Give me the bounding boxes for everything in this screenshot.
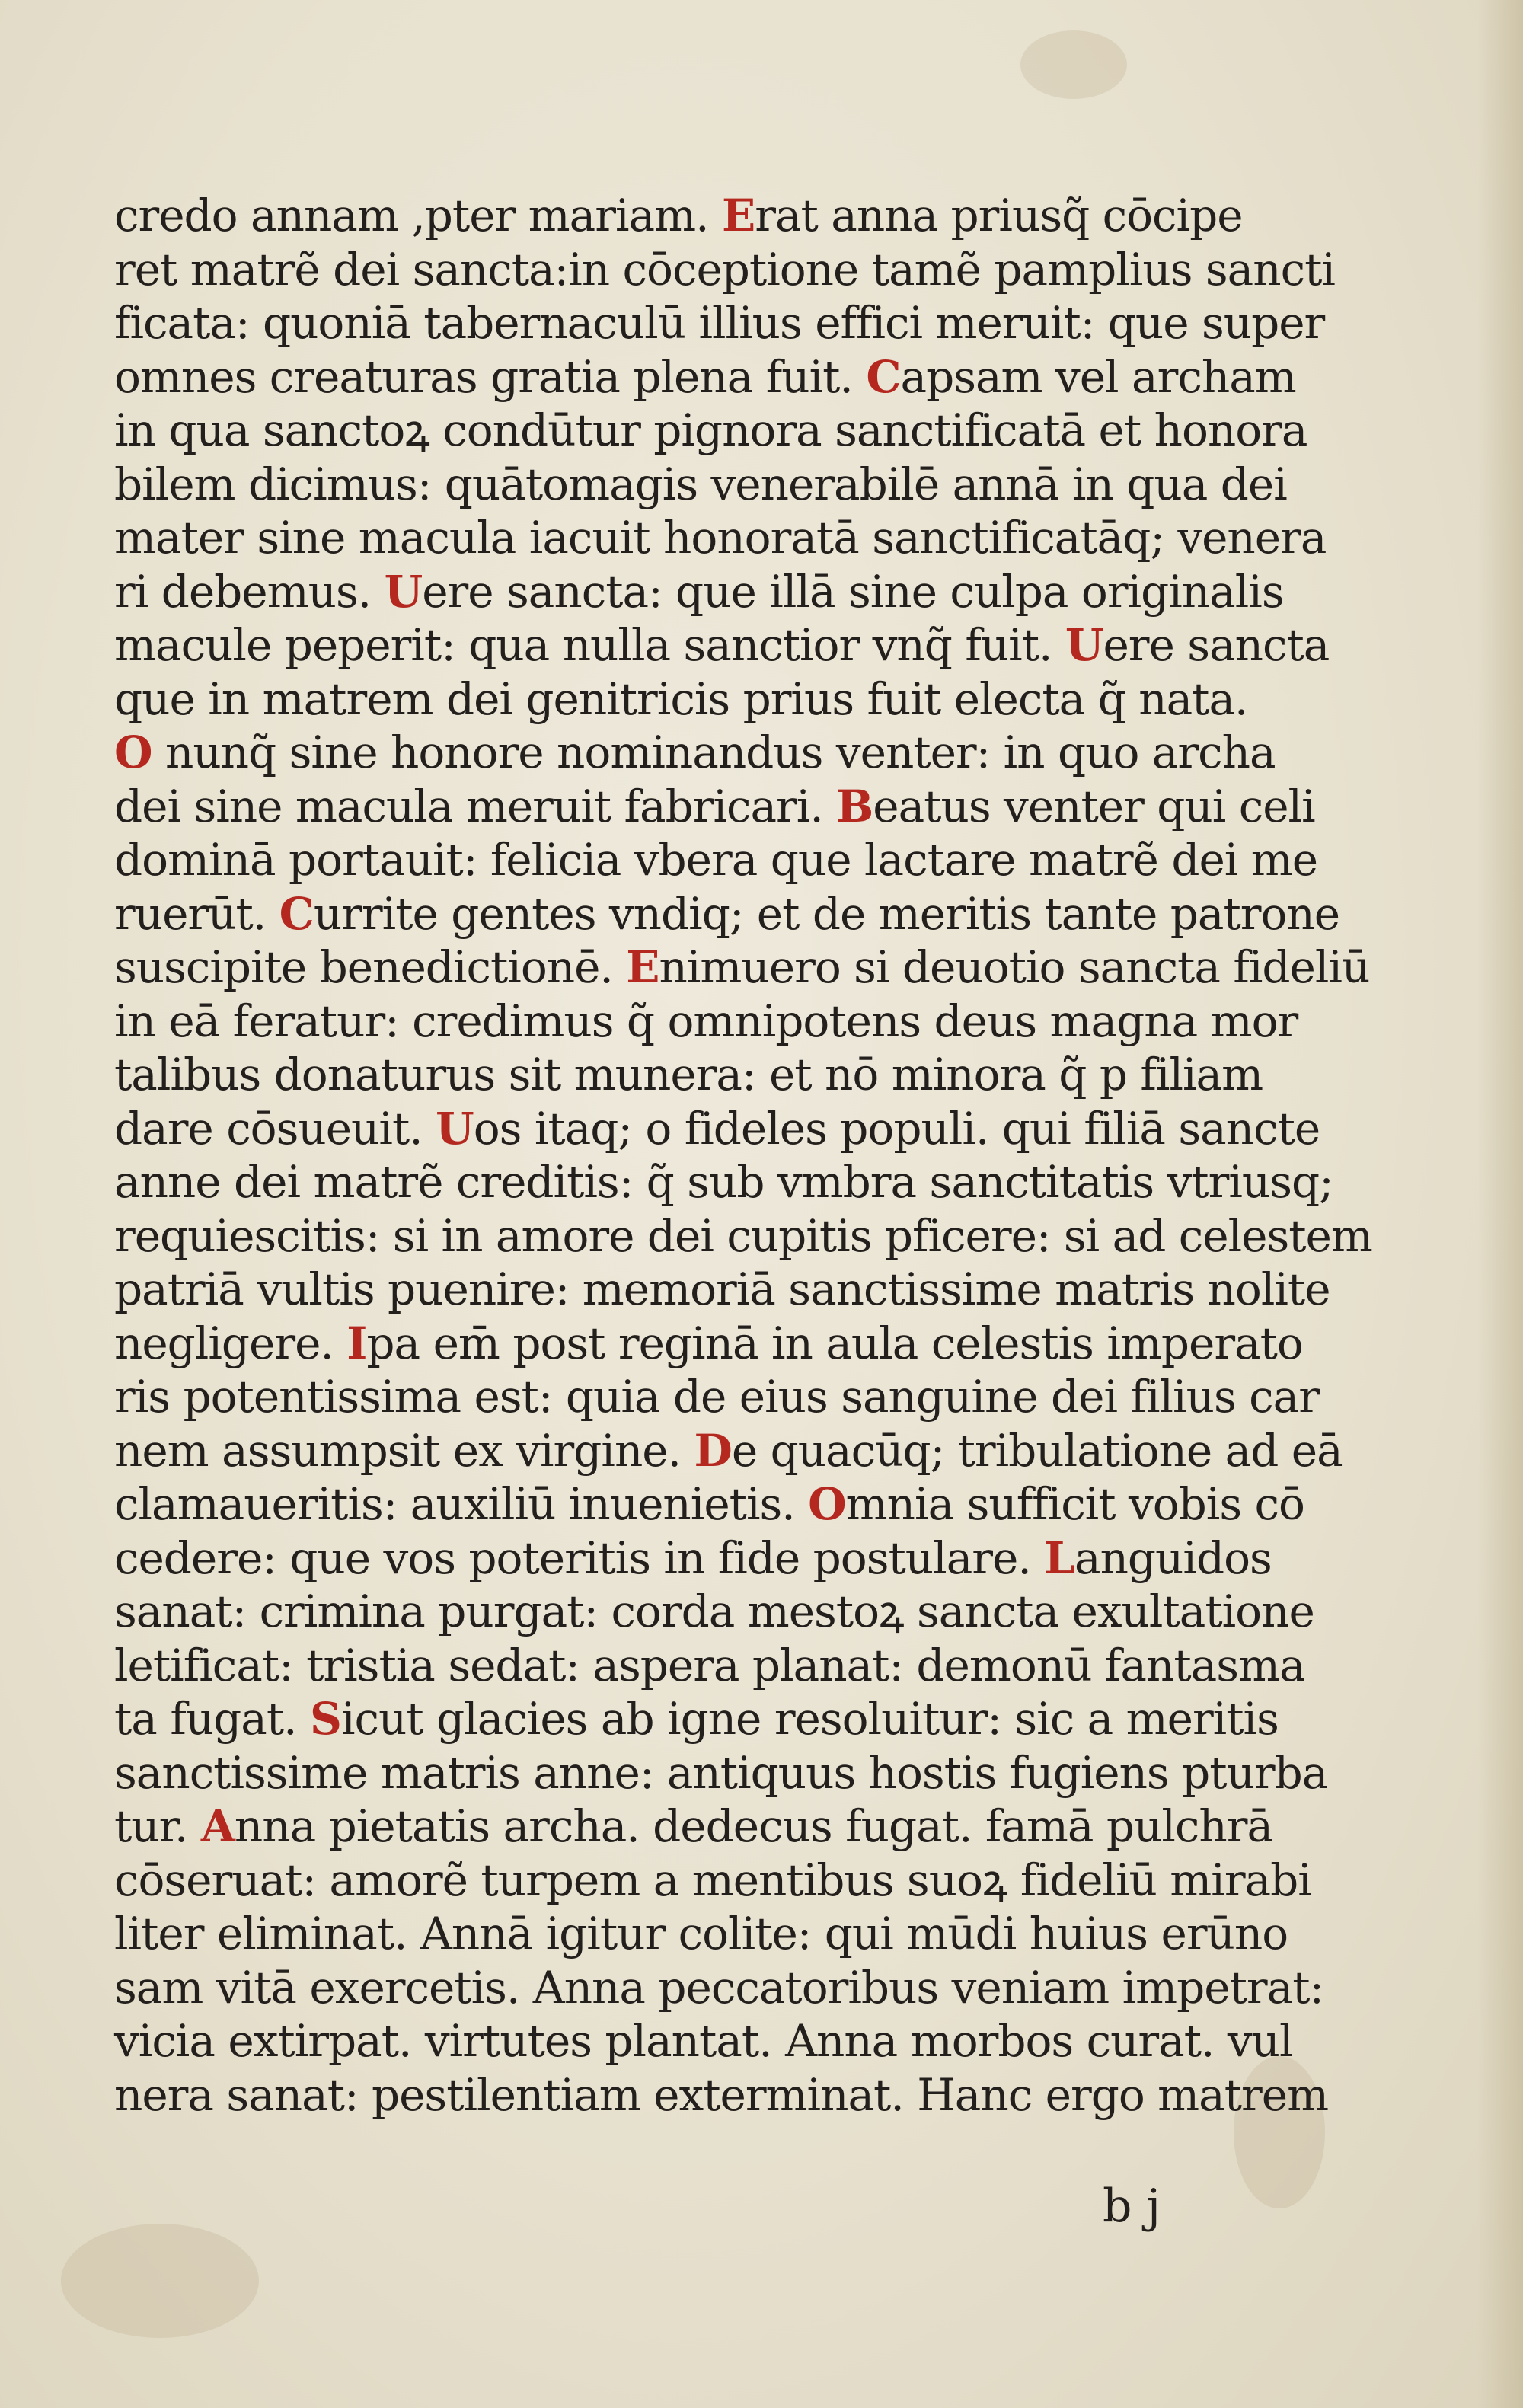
text-run: ruerūt. xyxy=(114,887,279,940)
text-line xyxy=(114,511,1327,565)
text-line xyxy=(114,1907,1288,1961)
text-run: credo annam ,pter mariam. xyxy=(114,190,722,241)
rubricated-initial: U xyxy=(1065,619,1103,671)
text-run: ere sancta xyxy=(1103,619,1330,671)
text-run: urrite gentes vndiq; et de meritis tante patrone xyxy=(313,887,1340,940)
text-run: ris potentissima est: quia de eius sanguine dei filius car xyxy=(114,1371,1319,1423)
text-run: nem assumpsit ex virgine. xyxy=(114,1424,694,1477)
text-line xyxy=(114,941,1370,995)
text-run: eatus venter qui celi xyxy=(873,780,1315,832)
text-run: nimuero si deuotio sancta fideliū xyxy=(659,941,1370,993)
text-line xyxy=(114,1531,1272,1586)
text-run: dare cōsueuit. xyxy=(114,1102,436,1154)
text-run: macule peperit: qua nulla sanctior vnq̃ fuit. xyxy=(114,619,1065,671)
rubricated-initial: D xyxy=(694,1424,732,1477)
text-run: ficata: quoniā tabernaculū illius effici meruit: que super xyxy=(114,297,1325,349)
rubricated-initial: L xyxy=(1044,1531,1074,1584)
text-line xyxy=(114,1961,1324,2015)
text-line xyxy=(114,1209,1372,1263)
text-line xyxy=(114,1746,1328,1800)
rubricated-initial: B xyxy=(836,780,873,832)
text-line xyxy=(114,618,1330,672)
text-run: requiescitis: si in amore dei cupitis pficere: si ad celestem xyxy=(114,1209,1372,1262)
text-run: in eā feratur: credimus q̃ omnipotens deus magna mor xyxy=(114,995,1298,1047)
text-run: vicia extirpat. virtutes plantat. Anna morbos curat. vul xyxy=(114,2015,1293,2067)
text-run: dominā portauit: felicia vbera que lactare matrẽ dei me xyxy=(114,834,1318,886)
text-run: letificat: tristia sedat: aspera planat: demonū fantasma xyxy=(114,1639,1305,1691)
text-run: cedere: que vos poteritis in fide postulare. xyxy=(114,1531,1045,1584)
text-line xyxy=(114,1639,1305,1693)
text-run: e quacūq; tribulatione ad eā xyxy=(731,1424,1343,1477)
text-run: que in matrem dei genitricis prius fuit electa q̃ nata. xyxy=(114,672,1248,725)
rubricated-initial: O xyxy=(114,727,152,778)
rubricated-initial: I xyxy=(346,1317,367,1369)
text-run: anne dei matrẽ creditis: q̃ sub vmbra sanctitatis vtriusq; xyxy=(114,1156,1333,1208)
text-line xyxy=(114,672,1256,727)
rubricated-initial: U xyxy=(384,565,423,618)
text-line xyxy=(114,350,1296,404)
paper-stain xyxy=(61,2224,259,2338)
text-line xyxy=(114,780,1315,834)
text-run: sam vitā exercetis. Anna peccatoribus veniam impetrat: xyxy=(114,1961,1324,2014)
text-run: os itaq; o fideles populi. qui filiā sancte xyxy=(473,1102,1320,1154)
text-line xyxy=(114,1800,1273,1854)
text-run: mnia sufficit vobis cō xyxy=(845,1478,1304,1530)
rubricated-initial: A xyxy=(200,1800,235,1852)
text-run: anguidos xyxy=(1074,1531,1272,1584)
text-line xyxy=(114,243,1335,297)
text-run: sanctissime matris anne: antiquus hostis fugiens pturba xyxy=(114,1746,1328,1799)
text-run: apsam vel archam xyxy=(900,350,1296,403)
text-line xyxy=(114,1692,1279,1746)
text-run: mater sine macula iacuit honoratā sanctificatāq; venera xyxy=(114,512,1327,564)
text-run: sanat: crimina purgat: corda mestoꝝ sancta exultatione xyxy=(114,1586,1314,1637)
text-line xyxy=(114,1263,1330,1317)
text-line xyxy=(114,1477,1304,1531)
text-run: pa em̄ post reginā in aula celestis imperato xyxy=(366,1317,1303,1369)
text-run: cōseruat: amorẽ turpem a mentibus suoꝝ fideliū mirabi xyxy=(114,1854,1311,1906)
page-edge-shadow xyxy=(1477,0,1523,2408)
text-line xyxy=(114,1424,1343,1478)
text-run: suscipite benedictionē. xyxy=(114,941,627,993)
text-run: ret matrẽ dei sancta:in cōceptione tamẽ pamplius sancti xyxy=(114,243,1335,295)
text-line xyxy=(114,1048,1263,1102)
rubricated-initial: C xyxy=(866,350,901,403)
text-run: ri debemus. xyxy=(114,565,385,618)
text-line xyxy=(114,1854,1311,1908)
text-run: nera sanat: pestilentiam exterminat. Hanc ergo matrem xyxy=(114,2068,1329,2121)
text-run: icut glacies ab igne resoluitur: sic a meritis xyxy=(340,1693,1279,1745)
text-run: omnes creaturas gratia plena fuit. xyxy=(114,350,867,403)
text-run: tur. xyxy=(114,1800,201,1852)
rubricated-initial: S xyxy=(310,1693,341,1745)
text-run: dei sine macula meruit fabricari. xyxy=(114,780,837,832)
rubricated-initial: C xyxy=(279,887,314,940)
text-line xyxy=(114,1317,1303,1371)
text-run: rat anna priusq̃ cōcipe xyxy=(755,190,1243,241)
text-line xyxy=(114,1585,1314,1639)
text-line xyxy=(114,458,1287,512)
text-line xyxy=(114,726,1276,780)
text-line xyxy=(114,565,1284,619)
text-run: clamaueritis: auxiliū inuenietis. xyxy=(114,1478,809,1530)
text-run: patriā vultis puenire: memoriā sanctissime matris nolite xyxy=(114,1263,1330,1315)
text-line xyxy=(114,1102,1320,1156)
paper-stain xyxy=(1020,30,1127,99)
text-run: nunq̃ sine honore nominandus venter: in quo archa xyxy=(152,727,1276,778)
text-run: bilem dicimus: quātomagis venerabilē annā in qua dei xyxy=(114,458,1287,510)
text-run: in qua sanctoꝝ condūtur pignora sanctificatā et honora xyxy=(114,404,1307,456)
text-run: talibus donaturus sit munera: et nō minora q̃ p filiam xyxy=(114,1049,1263,1100)
signature-mark: b j xyxy=(1103,2180,1161,2233)
rubricated-initial: O xyxy=(808,1478,846,1530)
rubricated-initial: U xyxy=(436,1102,474,1154)
text-line xyxy=(114,1370,1319,1424)
rubricated-initial: E xyxy=(721,190,755,241)
printed-text-block xyxy=(114,189,1372,2122)
text-line xyxy=(114,995,1298,1049)
text-run: nna pietatis archa. dedecus fugat. famā pulchrā xyxy=(234,1800,1273,1852)
rubricated-initial: E xyxy=(626,941,659,993)
text-line xyxy=(114,833,1318,887)
text-line xyxy=(114,189,1256,243)
text-line xyxy=(114,887,1340,941)
text-line xyxy=(114,2014,1293,2068)
text-run: ere sancta: que illā sine culpa originalis xyxy=(422,565,1284,618)
text-run: ta fugat. xyxy=(114,1693,311,1745)
text-line xyxy=(114,2068,1329,2122)
text-run: liter eliminat. Annā igitur colite: qui mūdi huius erūno xyxy=(114,1908,1288,1959)
text-line xyxy=(114,1155,1333,1209)
text-line xyxy=(114,404,1307,458)
text-line xyxy=(114,296,1325,350)
text-run: negligere. xyxy=(114,1317,347,1369)
